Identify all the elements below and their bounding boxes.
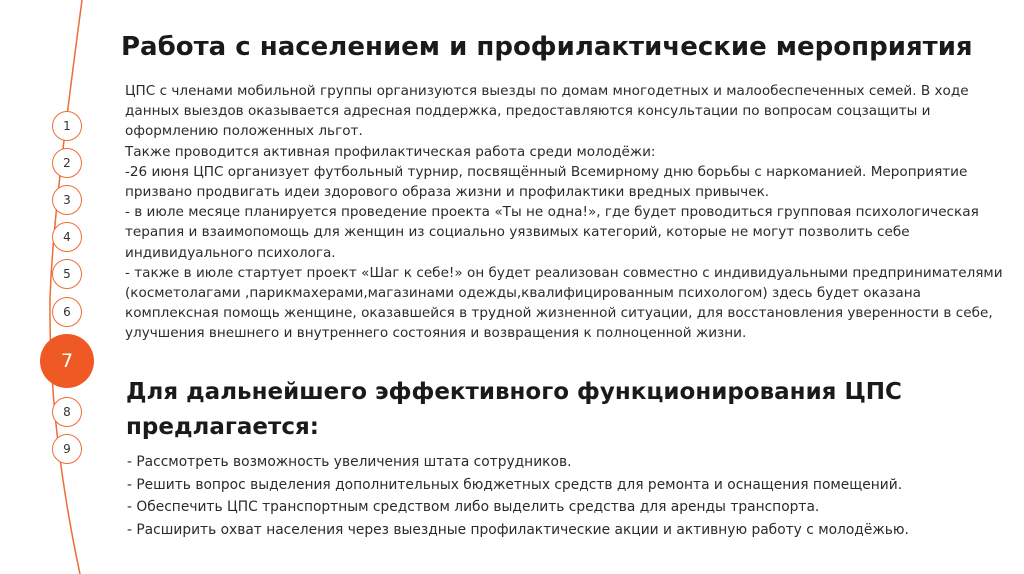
slide-nav-7-active[interactable]	[40, 334, 94, 388]
body-text	[125, 81, 1005, 344]
paragraph-football-tournament: -26 июня ЦПС организует футбольный турнир, посвящённый Всемирному дню борьбы с наркоманией. Мероприятие призвано продвигать идеи здорового образа жизни и профилактики вредных привычек.	[125, 163, 968, 201]
proposals-list	[127, 451, 1007, 541]
slide-nav-3[interactable]	[52, 185, 82, 215]
proposal-item: - Рассмотреть возможность увеличения штата сотрудников.	[127, 454, 572, 470]
paragraph-project-ty-ne-odna: - в июле месяце планируется проведение проекта «Ты не одна!», где будет проводиться групповая психологическая терапия и взаимопомощь для женщин из социально уязвимых категорий, которые не могут позволить себе индивидуального психолога.	[125, 204, 979, 261]
slide-number: 7	[60, 350, 74, 372]
proposal-item: - Обеспечить ЦПС транспортным средством либо выделить средства для аренды транспорта.	[127, 499, 820, 516]
paragraph-outreach: ЦПС с членами мобильной группы организуются выезды по домам многодетных и малообеспеченных семей. В ходе данных выездов оказывается адресная поддержка, предоставляются консультации по вопросам соцзащиты и оформлению положенных льгот.	[125, 83, 969, 140]
slide-number: 5	[63, 267, 71, 281]
proposal-item: - Расширить охват населения через выездные профилактические акции и активную работу с молодёжью.	[127, 521, 909, 538]
slide-number: 8	[63, 405, 71, 419]
slide-nav-2[interactable]	[52, 148, 82, 178]
slide-title: Работа с населением и профилактические мероприятия	[121, 32, 973, 62]
paragraph-youth-intro: Также проводится активная профилактическая работа среди молодёжи:	[125, 143, 656, 160]
slide-number: 6	[63, 305, 71, 319]
slide-nav-9[interactable]	[52, 434, 82, 464]
proposal-item: - Решить вопрос выделения дополнительных бюджетных средств для ремонта и оснащения помещений.	[127, 476, 903, 493]
slide-number: 4	[63, 230, 71, 244]
slide-nav-5[interactable]	[52, 259, 82, 289]
slide-number: 2	[63, 156, 71, 170]
slide-nav-6[interactable]	[52, 297, 82, 327]
proposals-heading: Для дальнейшего эффективного функционирования ЦПС предлагается:	[126, 379, 902, 440]
slide-number: 3	[63, 193, 71, 207]
slide-nav-4[interactable]	[52, 222, 82, 252]
slide-nav-8[interactable]	[52, 397, 82, 427]
slide-number: 1	[63, 119, 71, 133]
paragraph-project-shag-k-sebe: - также в июле стартует проект «Шаг к себе!» он будет реализован совместно с индивидуальными предпринимателями (косметолагами ,парикмахерами,магазинами одежды,квалифицированным психологом) здесь будет оказана комплексная помощь женщине, оказавшейся в трудной жизненной ситуации, для восстановления уверенности в себе, улучшения внешнего и внутреннего состояния и возвращения к полноценной жизни.	[125, 264, 1003, 342]
slide-navigation	[0, 0, 140, 574]
slide-nav-1[interactable]	[52, 111, 82, 141]
slide-number: 9	[63, 442, 71, 456]
